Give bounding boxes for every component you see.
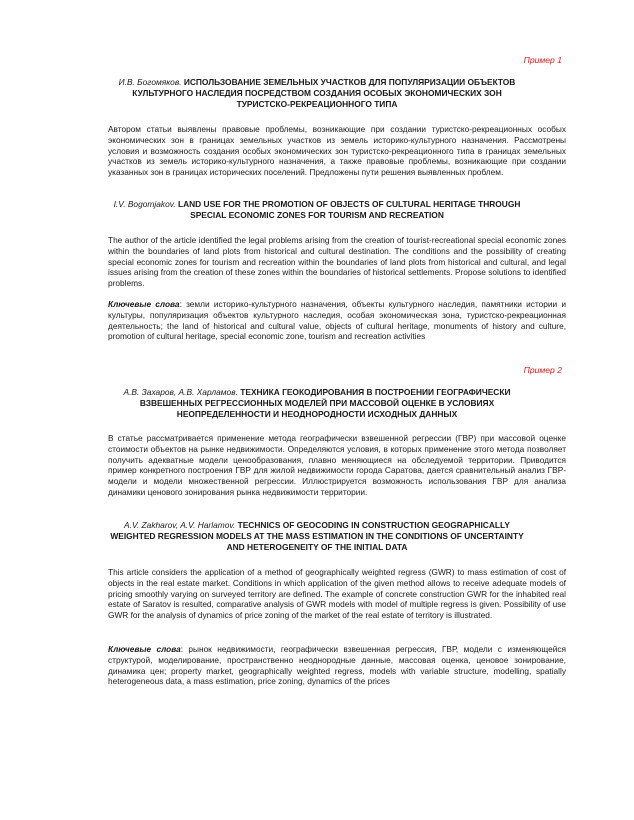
example-2-en-heading	[106, 520, 528, 553]
example-2-ru-abstract: В статье рассматривается применение метода географически взвешенной регрессии (ГВР) при массовой оценке стоимости объектов на рынке недвижимости. Определяются условия, в которых применение этого метода позволяет получить адекватные модели ценообразования, плавно меняющиеся на обследуемой территории. Приводится пример конкретного построения ГВР для жилой недвижимости города Саратова, дается сравнительный анализ ГВР-модели и модели множественной регрессии. Иллюстрируется возможность использования ГВР для анализа динамики ценового зонирования рынка недвижимости территории.	[108, 433, 566, 497]
example-1-keywords	[108, 299, 566, 342]
example-2-en-title: TECHNICS OF GEOCODING IN CONSTRUCTION GEOGRAPHICALLY WEIGHTED REGRESSION MODELS AT THE MASS ESTIMATION IN THE CONDITIONS OF UNCERTAINTY AND HETEROGENEITY OF THE INITIAL DATA	[110, 520, 524, 552]
example-2-keywords-label: Ключевые слова	[108, 644, 181, 654]
example-1-ru-title: ИСПОЛЬЗОВАНИЕ ЗЕМЕЛЬНЫХ УЧАСТКОВ ДЛЯ ПОПУЛЯРИЗАЦИИ ОБЪЕКТОВ КУЛЬТУРНОГО НАСЛЕДИЯ ПОСРЕДСТВОМ СОЗДАНИЯ ОСОБЫХ ЭКОНОМИЧЕСКИХ ЗОН ТУРИСТСКО-РЕКРЕАЦИОННОГО ТИПА	[132, 77, 516, 109]
example-2-label: Пример 2	[523, 365, 562, 375]
example-2-ru-heading	[106, 387, 528, 420]
example-2-keywords	[108, 644, 566, 687]
example-1-ru-abstract: Автором статьи выявлены правовые проблемы, возникающие при создании туристско-рекреационных особых экономических зон в границах земельных участков из земель историко-культурного назначения. Рассмотрены условия и возможность создания особых экономических зон туристско-рекреационного типа в границах земельных участков из земель историко-культурного назначения, а также правовые проблемы, возникающие при создании указанных зон в границах исторических поселений. Предложены пути решения выявленных проблем.	[108, 124, 566, 178]
example-2-keywords-text: : рынок недвижимости, географически взвешенная регрессия, ГВР, модели с изменяющейся структурой, моделирование, пространственно неоднородные данные, массовая оценка, ценовое зонирование, динамика цен; property market, geographically weighted regress, models with variable structure, modelling, spatially heterogeneous data, a mass estimation, price zoning, dynamics of the prices	[108, 644, 566, 687]
example-1-ru-heading	[106, 77, 528, 110]
example-1-en-heading	[106, 199, 528, 221]
example-1-keywords-text: : земли историко-культурного назначения, объекты культурного наследия, памятники истории и культуры, популяризация объектов культурного наследия, особая экономическая зона, туристско-рекреационная деятельность; the land of historical and cultural value, objects of cultural heritage, monuments of history and culture, promotion of cultural heritage, special economic zone, tourism and recreation activities	[108, 299, 567, 342]
example-1-label: Пример 1	[523, 55, 562, 65]
example-2-en-authors: A.V. Zakharov, A.V. Harlamov.	[124, 520, 236, 530]
example-1-en-abstract: The author of the article identified the legal problems arising from the creation of tourist-recreational special economic zones within the boundaries of land plots from historical and cultural destination. The conditions and the possibility of creating special economic zones for tourism and recreation within the boundaries of land plots from historical and cultural, and legal issues arising from the creation of these zones within the boundaries of historical settlements. Propose solutions to identified problems.	[108, 235, 566, 289]
example-2-en-abstract: This article considers the application of a method of geographically weighted regress (GWR) to mass estimation of cost of objects in the real estate market. Conditions in which application of the given method allows to receive adequate models of pricing smoothly varying on surveyed territory are defined. The example of concrete construction GWR for the inhabited real estate of Saratov is resulted, comparative analysis of GWR models with model of multiple regress is given. Possibility of use GWR for the analysis of dynamics of price zoning of the market of the real estate of territory is illustrated.	[108, 567, 566, 621]
example-2-ru-title: ТЕХНИКА ГЕОКОДИРОВАНИЯ В ПОСТРОЕНИИ ГЕОГРАФИЧЕСКИ ВЗВЕШЕННЫХ РЕГРЕССИОННЫХ МОДЕЛЕЙ ПРИ МАССОВОЙ ОЦЕНКЕ В УСЛОВИЯХ НЕОПРЕДЕЛЕННОСТИ И НЕОДНОРОДНОСТИ ИСХОДНЫХ ДАННЫХ	[139, 387, 511, 419]
example-1-en-authors: I.V. Bogomjakov.	[113, 199, 176, 209]
example-1-en-title: LAND USE FOR THE PROMOTION OF OBJECTS OF CULTURAL HERITAGE THROUGH SPECIAL ECONOMIC ZONES FOR TOURISM AND RECREATION	[177, 199, 521, 220]
example-2-ru-authors: А.В. Захаров, А.В. Харламов.	[123, 387, 238, 397]
example-1-ru-authors: И.В. Богомяков.	[118, 77, 182, 87]
example-1-keywords-label: Ключевые слова	[108, 299, 180, 309]
